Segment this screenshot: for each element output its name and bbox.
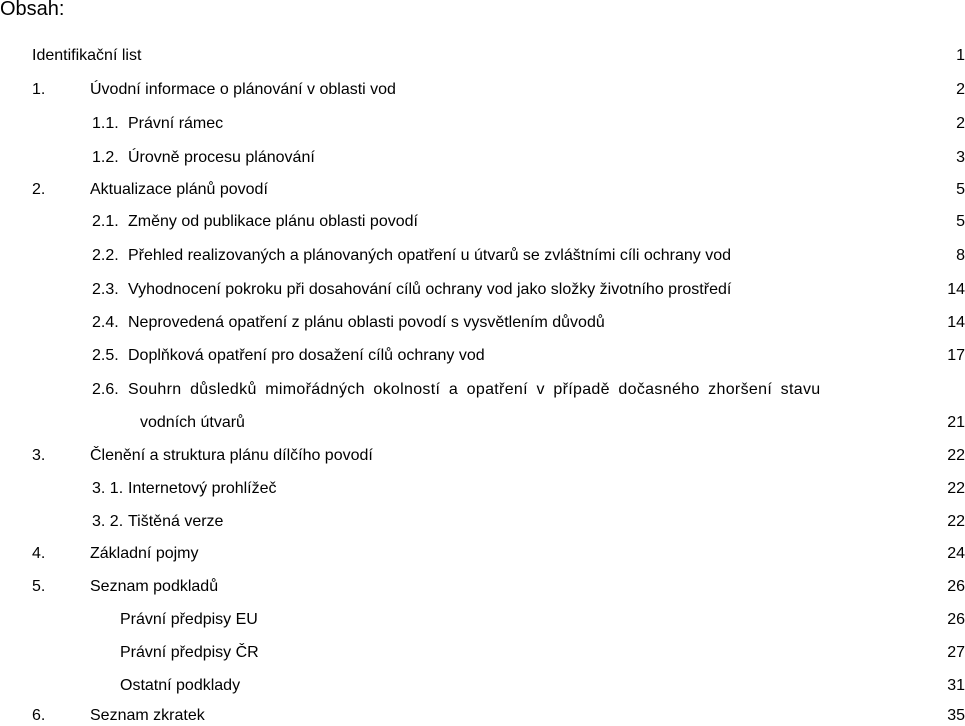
toc-entry-page: 5: [956, 213, 965, 230]
toc-entry-title: Základní pojmy: [90, 545, 199, 562]
toc-entry-page: 14: [947, 314, 965, 331]
toc-entry-page: 21: [947, 414, 965, 431]
toc-entry-title: Tištěná verze: [128, 513, 224, 530]
toc-entry-2-3[interactable]: [92, 280, 965, 300]
toc-entry-page: 22: [947, 480, 965, 497]
toc-entry-title: Vyhodnocení pokroku při dosahování cílů ochrany vod jako složky životního prostředí: [128, 281, 732, 298]
toc-entry-number: 3.: [32, 447, 46, 464]
toc-entry-number: 1.1.: [92, 115, 119, 132]
toc-entry-page: 1: [956, 47, 965, 64]
toc-entry-title: Úrovně procesu plánování: [128, 149, 315, 166]
toc-entry-page: 22: [947, 447, 965, 464]
toc-entry-title: Členění a struktura plánu dílčího povodí: [90, 447, 373, 464]
toc-entry-1-1[interactable]: [92, 114, 965, 134]
toc-entry-title: Právní předpisy ČR: [120, 644, 259, 661]
toc-entry-page: 35: [947, 707, 965, 724]
toc-entry-number: 2.4.: [92, 314, 119, 331]
toc-entry-2-6-continued[interactable]: [140, 413, 965, 433]
toc-entry-number: 1.2.: [92, 149, 119, 166]
toc-entry-page: 2: [956, 115, 965, 132]
toc-entry-2-6[interactable]: [92, 380, 926, 400]
toc-entry-title: Úvodní informace o plánování v oblasti vod: [90, 81, 396, 98]
toc-entry-title: Ostatní podklady: [120, 677, 241, 694]
toc-entry-title: Právní předpisy EU: [120, 611, 258, 628]
toc-entry-page: 2: [956, 81, 965, 98]
toc-entry-number: 6.: [32, 707, 46, 724]
toc-heading: Obsah:: [0, 0, 65, 20]
toc-entry-title: Souhrn důsledků mimořádných okolností a opatření v případě dočasného zhoršení stavu: [128, 381, 821, 398]
toc-entry-2-4[interactable]: [92, 313, 965, 333]
toc-entry-4[interactable]: [32, 544, 965, 564]
toc-entry-title: Seznam podkladů: [90, 578, 219, 595]
toc-entry-2-2[interactable]: [92, 246, 965, 266]
toc-entry-title: Seznam zkratek: [90, 707, 205, 724]
toc-entry-1-2[interactable]: [92, 148, 965, 168]
toc-entry-2-1[interactable]: [92, 212, 965, 232]
toc-entry-number: 3. 1.: [92, 480, 124, 497]
toc-entry-number: 2.2.: [92, 247, 119, 264]
toc-entry-title: Doplňková opatření pro dosažení cílů ochrany vod: [128, 347, 485, 364]
toc-entry-page: 31: [947, 677, 965, 694]
toc-entry-title: Změny od publikace plánu oblasti povodí: [128, 213, 418, 230]
toc-entry-2-5[interactable]: [92, 346, 965, 366]
toc-entry-title-continued: vodních útvarů: [140, 414, 245, 431]
toc-entry-title: Přehled realizovaných a plánovaných opatření u útvarů se zvláštními cíli ochrany vod: [128, 247, 731, 264]
toc-entry-3[interactable]: [32, 446, 965, 466]
toc-entry-pravni-predpisy-cr[interactable]: [120, 643, 965, 663]
toc-entry-1[interactable]: [32, 80, 965, 100]
toc-entry-5[interactable]: [32, 577, 965, 597]
toc-entry-3-1[interactable]: [92, 479, 965, 499]
toc-entry-page: 14: [947, 281, 965, 298]
toc-entry-number: 1.: [32, 81, 46, 98]
toc-entry-page: 26: [947, 578, 965, 595]
toc-entry-number: 5.: [32, 578, 46, 595]
toc-entry-number: 2.: [32, 181, 46, 198]
toc-entry-ostatni-podklady[interactable]: [120, 676, 965, 696]
toc-entry-page: 26: [947, 611, 965, 628]
toc-entry-number: 2.6.: [92, 381, 119, 398]
toc-entry-title: Internetový prohlížeč: [128, 480, 277, 497]
toc-entry-6[interactable]: [32, 706, 965, 726]
toc-entry-page: 22: [947, 513, 965, 530]
toc-entry-page: 5: [956, 181, 965, 198]
toc-entry-title: Identifikační list: [32, 47, 142, 64]
toc-entry-pravni-predpisy-eu[interactable]: [120, 610, 965, 630]
toc-entry-2[interactable]: [32, 180, 965, 200]
toc-entry-title: Neprovedená opatření z plánu oblasti povodí s vysvětlením důvodů: [128, 314, 605, 331]
toc-entry-page: 27: [947, 644, 965, 661]
toc-entry-page: 17: [947, 347, 965, 364]
toc-entry-number: 2.5.: [92, 347, 119, 364]
toc-entry-title: Aktualizace plánů povodí: [90, 181, 268, 198]
toc-entry-3-2[interactable]: [92, 512, 965, 532]
toc-entry-number: 3. 2.: [92, 513, 124, 530]
toc-entry-number: 2.3.: [92, 281, 119, 298]
toc-entry-number: 4.: [32, 545, 46, 562]
toc-entry-identifikacni-list[interactable]: [32, 46, 965, 66]
toc-entry-page: 3: [956, 149, 965, 166]
toc-entry-page: 8: [956, 247, 965, 264]
toc-entry-page: 24: [947, 545, 965, 562]
toc-entry-title: Právní rámec: [128, 115, 224, 132]
toc-entry-number: 2.1.: [92, 213, 119, 230]
